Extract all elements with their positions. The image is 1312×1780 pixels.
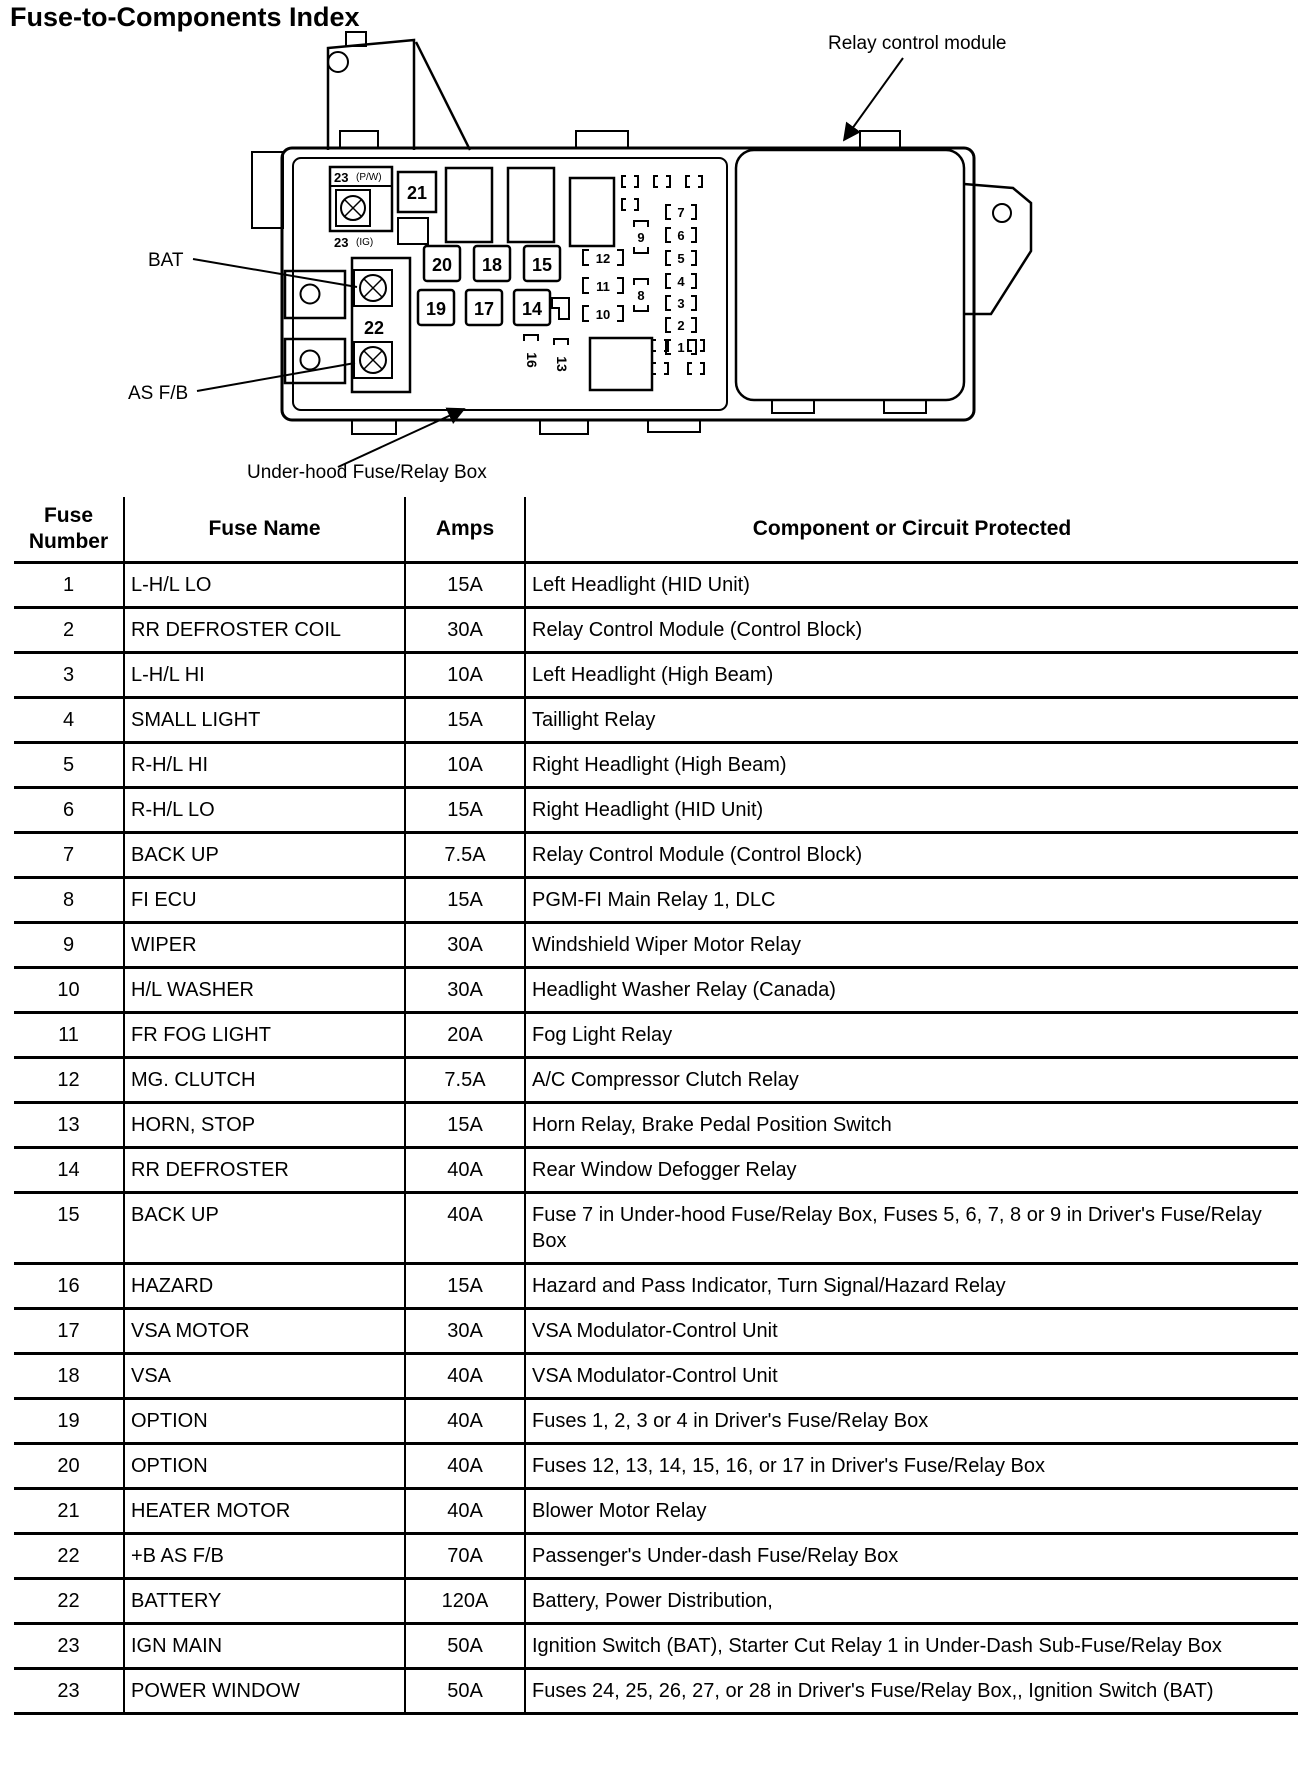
cell-number: 7: [14, 833, 124, 878]
cell-component: VSA Modulator-Control Unit: [525, 1309, 1298, 1354]
cell-number: 10: [14, 968, 124, 1013]
cell-amps: 40A: [405, 1489, 525, 1534]
cell-number: 3: [14, 653, 124, 698]
fuse-9-label: 9: [637, 230, 645, 245]
cell-number: 2: [14, 608, 124, 653]
cell-amps: 20A: [405, 1013, 525, 1058]
cell-name: RR DEFROSTER COIL: [124, 608, 405, 653]
cell-component: Hazard and Pass Indicator, Turn Signal/Hazard Relay: [525, 1264, 1298, 1309]
cell-number: 5: [14, 743, 124, 788]
cell-number: 1: [14, 563, 124, 608]
table-row: [14, 1148, 1298, 1193]
cell-amps: 10A: [405, 743, 525, 788]
cell-component: PGM-FI Main Relay 1, DLC: [525, 878, 1298, 923]
fuse-3-label: 3: [677, 296, 685, 311]
fuse-table-body: [14, 563, 1298, 1714]
cell-name: MG. CLUTCH: [124, 1058, 405, 1103]
header-amps: Amps: [405, 497, 525, 563]
cell-name: HEATER MOTOR: [124, 1489, 405, 1534]
cell-component: Right Headlight (HID Unit): [525, 788, 1298, 833]
table-row: [14, 923, 1298, 968]
fuse-box-diagram: [0, 0, 1312, 492]
cell-number: 19: [14, 1399, 124, 1444]
table-row: [14, 1354, 1298, 1399]
cell-component: Relay Control Module (Control Block): [525, 833, 1298, 878]
cell-name: RR DEFROSTER: [124, 1148, 405, 1193]
cell-amps: 30A: [405, 923, 525, 968]
table-row: [14, 1579, 1298, 1624]
fuse-23pw-tag: (P/W): [356, 172, 382, 183]
cell-number: 9: [14, 923, 124, 968]
cell-name: WIPER: [124, 923, 405, 968]
cell-amps: 40A: [405, 1193, 525, 1264]
relay-control-module-callout: Relay control module: [828, 33, 1007, 54]
cell-name: R-H/L LO: [124, 788, 405, 833]
fuse-7-label: 7: [677, 205, 685, 220]
fuse-23ig-label: 23: [334, 235, 349, 250]
relay-control-module-box: [736, 150, 964, 400]
cell-component: Horn Relay, Brake Pedal Position Switch: [525, 1103, 1298, 1148]
table-row: [14, 743, 1298, 788]
fuse-22-label: 22: [363, 318, 385, 338]
table-row: [14, 1013, 1298, 1058]
cell-amps: 15A: [405, 698, 525, 743]
cell-name: L-H/L HI: [124, 653, 405, 698]
cell-name: BACK UP: [124, 1193, 405, 1264]
table-row: [14, 1264, 1298, 1309]
cell-amps: 15A: [405, 1103, 525, 1148]
cell-amps: 15A: [405, 563, 525, 608]
cell-name: VSA: [124, 1354, 405, 1399]
fuse-1-label: 1: [677, 340, 685, 355]
header-fuse-name: Fuse Name: [124, 497, 405, 563]
fuse-11-label: 11: [596, 279, 610, 294]
fuse-5-label: 5: [677, 251, 685, 266]
cell-name: H/L WASHER: [124, 968, 405, 1013]
fuse-table: [14, 497, 1298, 1715]
underhood-box-callout: Under-hood Fuse/Relay Box: [247, 462, 487, 483]
table-row: [14, 1309, 1298, 1354]
cell-amps: 70A: [405, 1534, 525, 1579]
cell-number: 17: [14, 1309, 124, 1354]
table-row: [14, 1103, 1298, 1148]
cell-amps: 40A: [405, 1354, 525, 1399]
fuse-18-label: 18: [481, 255, 503, 275]
cell-number: 15: [14, 1193, 124, 1264]
cell-name: R-H/L HI: [124, 743, 405, 788]
cell-name: SMALL LIGHT: [124, 698, 405, 743]
cell-amps: 40A: [405, 1399, 525, 1444]
table-row: [14, 1669, 1298, 1714]
table-row: [14, 1058, 1298, 1103]
cell-component: Fuses 24, 25, 26, 27, or 28 in Driver's Fuse/Relay Box,, Ignition Switch (BAT): [525, 1669, 1298, 1714]
cell-component: Relay Control Module (Control Block): [525, 608, 1298, 653]
table-row: [14, 1193, 1298, 1264]
fuse-2-label: 2: [677, 318, 685, 333]
cell-component: Fuses 12, 13, 14, 15, 16, or 17 in Driver's Fuse/Relay Box: [525, 1444, 1298, 1489]
cell-name: HAZARD: [124, 1264, 405, 1309]
fuse-19-label: 19: [425, 299, 447, 319]
cell-number: 18: [14, 1354, 124, 1399]
cell-name: L-H/L LO: [124, 563, 405, 608]
cell-amps: 40A: [405, 1148, 525, 1193]
cell-component: Battery, Power Distribution,: [525, 1579, 1298, 1624]
cell-number: 21: [14, 1489, 124, 1534]
fuse-10-label: 10: [595, 307, 611, 322]
cell-number: 11: [14, 1013, 124, 1058]
table-row: [14, 653, 1298, 698]
cell-amps: 10A: [405, 653, 525, 698]
cell-name: OPTION: [124, 1444, 405, 1489]
fuse-6-label: 6: [677, 228, 685, 243]
table-row: [14, 833, 1298, 878]
fuse-17-label: 17: [473, 299, 495, 319]
cell-component: A/C Compressor Clutch Relay: [525, 1058, 1298, 1103]
cell-component: Left Headlight (HID Unit): [525, 563, 1298, 608]
cell-number: 8: [14, 878, 124, 923]
cell-name: BACK UP: [124, 833, 405, 878]
cell-amps: 50A: [405, 1624, 525, 1669]
cell-component: Fuses 1, 2, 3 or 4 in Driver's Fuse/Relay Box: [525, 1399, 1298, 1444]
cell-component: Taillight Relay: [525, 698, 1298, 743]
cell-name: IGN MAIN: [124, 1624, 405, 1669]
cell-component: Right Headlight (High Beam): [525, 743, 1298, 788]
cell-number: 14: [14, 1148, 124, 1193]
cell-amps: 7.5A: [405, 1058, 525, 1103]
cell-name: FR FOG LIGHT: [124, 1013, 405, 1058]
header-fuse-number: Fuse Number: [14, 497, 124, 563]
fuse-23ig-tag: (IG): [356, 237, 374, 248]
cell-component: Passenger's Under-dash Fuse/Relay Box: [525, 1534, 1298, 1579]
table-row: [14, 698, 1298, 743]
cell-amps: 7.5A: [405, 833, 525, 878]
cell-amps: 30A: [405, 1309, 525, 1354]
cell-name: BATTERY: [124, 1579, 405, 1624]
cell-name: HORN, STOP: [124, 1103, 405, 1148]
page-title: Fuse-to-Components Index: [10, 2, 360, 32]
cell-name: OPTION: [124, 1399, 405, 1444]
cell-component: VSA Modulator-Control Unit: [525, 1354, 1298, 1399]
cell-number: 13: [14, 1103, 124, 1148]
table-row: [14, 1444, 1298, 1489]
table-row: [14, 968, 1298, 1013]
cell-number: 23: [14, 1624, 124, 1669]
cell-amps: 40A: [405, 1444, 525, 1489]
table-row: [14, 1624, 1298, 1669]
cell-name: POWER WINDOW: [124, 1669, 405, 1714]
as-fb-callout: AS F/B: [128, 383, 189, 404]
cell-component: Ignition Switch (BAT), Starter Cut Relay 1 in Under-Dash Sub-Fuse/Relay Box: [525, 1624, 1298, 1669]
cell-amps: 15A: [405, 878, 525, 923]
table-row: [14, 1534, 1298, 1579]
cell-component: Blower Motor Relay: [525, 1489, 1298, 1534]
cell-number: 16: [14, 1264, 124, 1309]
table-header-row: [14, 497, 1298, 563]
cell-component: Fuse 7 in Under-hood Fuse/Relay Box, Fuses 5, 6, 7, 8 or 9 in Driver's Fuse/Relay Box: [525, 1193, 1298, 1264]
bat-callout: BAT: [148, 250, 184, 271]
cell-name: VSA MOTOR: [124, 1309, 405, 1354]
table-row: [14, 563, 1298, 608]
cell-component: Fog Light Relay: [525, 1013, 1298, 1058]
table-row: [14, 878, 1298, 923]
fuse-14-label: 14: [521, 299, 543, 319]
cell-component: Headlight Washer Relay (Canada): [525, 968, 1298, 1013]
cell-component: Windshield Wiper Motor Relay: [525, 923, 1298, 968]
cell-name: FI ECU: [124, 878, 405, 923]
cell-number: 22: [14, 1579, 124, 1624]
cell-amps: 120A: [405, 1579, 525, 1624]
cell-amps: 30A: [405, 968, 525, 1013]
table-row: [14, 788, 1298, 833]
header-component: Component or Circuit Protected: [525, 497, 1298, 563]
cell-number: 23: [14, 1669, 124, 1714]
fuse-8-label: 8: [637, 288, 645, 303]
cell-number: 4: [14, 698, 124, 743]
cell-amps: 50A: [405, 1669, 525, 1714]
cell-number: 22: [14, 1534, 124, 1579]
cell-amps: 15A: [405, 1264, 525, 1309]
cell-amps: 15A: [405, 788, 525, 833]
fuse-21-label: 21: [406, 183, 428, 203]
cell-component: Rear Window Defogger Relay: [525, 1148, 1298, 1193]
cell-number: 20: [14, 1444, 124, 1489]
fuse-20-label: 20: [431, 255, 453, 275]
fuse-4-label: 4: [677, 274, 685, 289]
table-row: [14, 608, 1298, 653]
fuse-13-label: 13: [554, 356, 570, 372]
cell-component: Left Headlight (High Beam): [525, 653, 1298, 698]
fuse-23pw-label: 23: [334, 170, 349, 185]
cell-name: +B AS F/B: [124, 1534, 405, 1579]
cell-number: 12: [14, 1058, 124, 1103]
cell-number: 6: [14, 788, 124, 833]
fuse-15-label: 15: [531, 255, 553, 275]
table-row: [14, 1399, 1298, 1444]
fuse-16-label: 16: [524, 352, 540, 368]
cell-amps: 30A: [405, 608, 525, 653]
table-row: [14, 1489, 1298, 1534]
fuse-12-label: 12: [595, 251, 611, 266]
